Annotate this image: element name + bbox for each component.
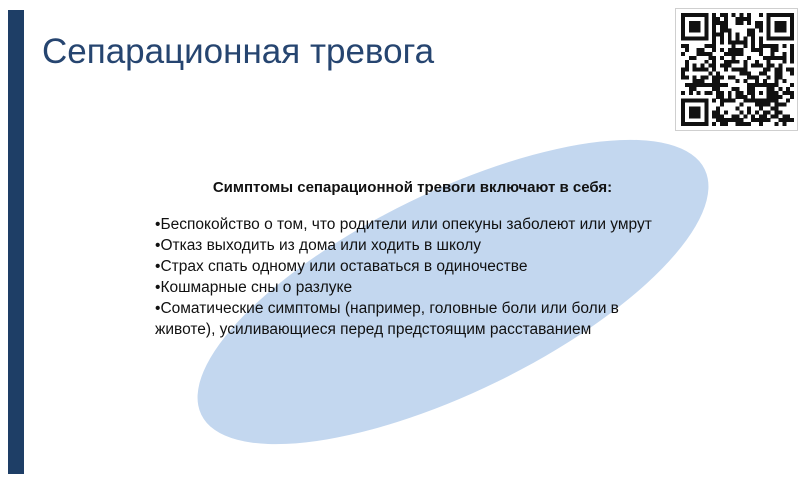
qr-code-icon [675,8,798,131]
accent-bar [8,10,24,474]
list-item: • Отказ выходить из дома или ходить в школу [155,235,675,256]
list-item: • Беспокойство о том, что родители или опекуны заболеют или умрут [155,214,675,235]
list-item: • Кошмарные сны о разлуке [155,277,675,298]
list-item: • Страх спать одному или оставаться в одиночестве [155,256,675,277]
list-heading: Симптомы сепарационной тревоги включают в себя: [212,179,613,196]
qr-code-image [681,13,794,126]
symptom-list [155,214,675,340]
list-item: • Соматические симптомы (например, головные боли или боли в животе), усиливающиеся перед предстоящим расставанием [155,298,675,340]
slide-title: Сепарационная тревога [42,32,435,71]
